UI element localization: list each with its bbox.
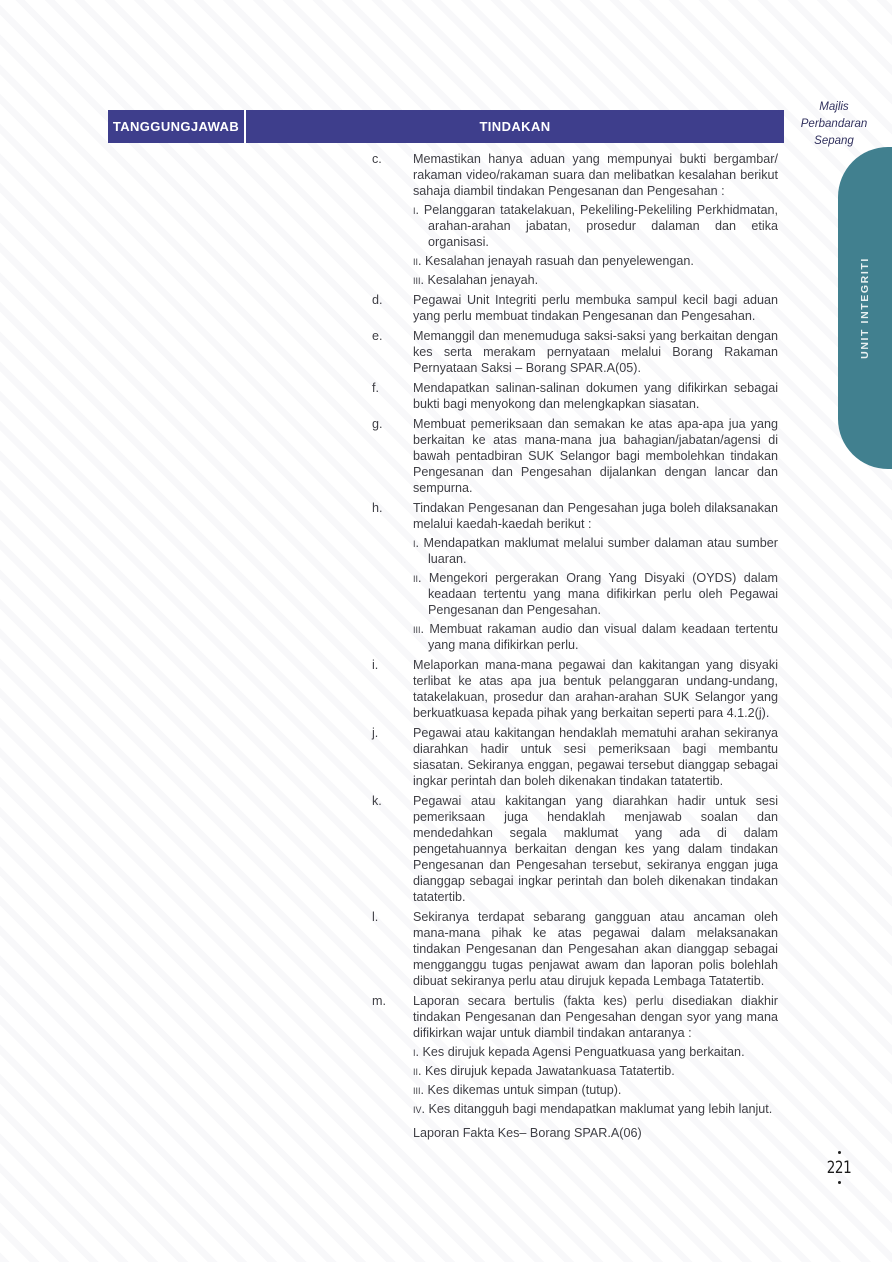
- item-label: c.: [372, 152, 382, 166]
- item-label: d.: [372, 293, 383, 307]
- sub-item: iii. Kesalahan jenayah.: [413, 273, 539, 287]
- item-body: [413, 380, 778, 412]
- item-label: k.: [372, 794, 382, 808]
- action-list: [372, 151, 778, 1141]
- item-text: Pegawai atau kakitangan hendaklah mematuhi arahan sekiranya diarahkan hadir untuk sesi pemeriksaan bagi membantu siasatan. Sekiranya enggan, pegawai tersebut dianggap sebagai ingkar perintah dan boleh dikenakan tindakan tatatertib.: [413, 726, 778, 788]
- list-item: [372, 416, 778, 496]
- item-text: Melaporkan mana-mana pegawai dan kakitangan yang disyaki terlibat ke atas apa jua bentuk pelanggaran undang-undang, tatakelakuan, prosedur dan arahan-arahan SUK Selangor yang berkuatkuasa kepada pihak yang berkaitan seperti para 4.1.2(j).: [413, 658, 778, 720]
- list-item: [372, 793, 778, 905]
- item-label: e.: [372, 329, 383, 343]
- sub-item-numeral: i.: [413, 203, 424, 217]
- item-text: Pegawai atau kakitangan yang diarahkan hadir untuk sesi pemeriksaan juga hendaklah menjawab soalan dan mendedahkan segala maklumat yang ada di dalam pengetahuannya berkaitan dengan kes yang dalam tindakan Pengesanan dan Pengesahan tersebut, sekiranya enggan juga dianggap sebagai ingkar perintah dan boleh dikenakan tindakan tatatertib.: [413, 794, 778, 904]
- org-name-line-1: Majlis: [819, 101, 849, 113]
- side-tab-unit-integriti: [838, 147, 892, 469]
- org-name-line-2: Perbandaran: [800, 118, 868, 130]
- sub-item-numeral: iii.: [413, 622, 430, 636]
- sub-item: ii. Kes dirujuk kepada Jawatankuasa Tatatertib.: [413, 1064, 675, 1078]
- sub-item-numeral: ii.: [413, 254, 425, 268]
- item-label: j.: [372, 726, 379, 740]
- sub-item-numeral: iii.: [413, 273, 428, 287]
- list-item: [372, 151, 778, 288]
- item-label: i.: [372, 658, 379, 672]
- footer-note: Laporan Fakta Kes– Borang SPAR.A(06): [413, 1126, 642, 1140]
- list-item: [372, 380, 778, 412]
- list-item: [372, 725, 778, 789]
- item-body: [413, 500, 778, 653]
- sub-item-numeral: ii.: [413, 1064, 425, 1078]
- list-item: [372, 500, 778, 653]
- org-name: [788, 99, 880, 150]
- item-label: m.: [372, 994, 386, 1008]
- list-item: [372, 328, 778, 376]
- item-label: g.: [372, 417, 383, 431]
- sub-item-numeral: ii.: [413, 571, 429, 585]
- sub-item: iii. Membuat rakaman audio dan visual dalam keadaan tertentu yang mana difikirkan perlu.: [413, 622, 779, 652]
- org-name-line-3: Sepang: [814, 135, 854, 147]
- item-text: Membuat pemeriksaan dan semakan ke atas apa-apa jua yang berkaitan ke atas mana-mana jua bahagian/jabatan/agensi di bawah pentadbiran SUK Selangor bagi membolehkan tindakan Pengesanan dan Pengesahan dijalankan dengan lancar dan sempurna.: [413, 417, 778, 495]
- item-label: h.: [372, 501, 383, 515]
- item-body: [413, 328, 778, 376]
- item-text: Sekiranya terdapat sebarang gangguan atau ancaman oleh mana-mana pihak ke atas pegawai dalam melaksanakan tindakan Pengesanan dan Pengesahan akan dianggap sebagai mengganggu tugas penjawat awam dan laporan polis bolehlah dibuat sekiranya perlu atau dirujuk kepada Lembaga Tatatertib.: [413, 910, 778, 988]
- item-text: Laporan secara bertulis (fakta kes) perlu disediakan diakhir tindakan Pengesanan dan Pengesahan dengan syor yang mana difikirkan wajar untuk diambil tindakan antaranya :: [413, 994, 778, 1040]
- item-body: [413, 725, 778, 789]
- item-text: Mendapatkan salinan-salinan dokumen yang difikirkan sebagai bukti bagi menyokong dan melengkapkan siasatan.: [413, 381, 778, 411]
- item-body: [413, 292, 778, 324]
- list-item: [372, 657, 778, 721]
- sub-item: ii. Kesalahan jenayah rasuah dan penyelewengan.: [413, 254, 694, 268]
- sub-item: ii. Mengekori pergerakan Orang Yang Disyaki (OYDS) dalam keadaan tertentu yang mana difikirkan perlu oleh Pegawai Pengesanan dan Pengesahan.: [413, 571, 778, 617]
- list-item: [372, 993, 778, 1141]
- sub-item: iv. Kes ditangguh bagi mendapatkan maklumat yang lebih lanjut.: [413, 1102, 773, 1116]
- header-cell-tanggungjawab: TANGGUNGJAWAB: [112, 119, 240, 134]
- sub-item: i. Mendapatkan maklumat melalui sumber dalaman atau sumber luaran.: [413, 536, 778, 566]
- table-header: [108, 110, 784, 143]
- sub-item: iii. Kes dikemas untuk simpan (tutup).: [413, 1083, 622, 1097]
- item-body: [413, 657, 778, 721]
- item-label: l.: [372, 910, 379, 924]
- item-body: [413, 909, 778, 989]
- item-label: f.: [372, 381, 379, 395]
- sub-item-numeral: i.: [413, 1045, 423, 1059]
- item-text: Tindakan Pengesanan dan Pengesahan juga boleh dilaksanakan melalui kaedah-kaedah berikut :: [413, 501, 778, 531]
- page-number-block: [818, 1151, 860, 1184]
- sub-item-numeral: iii.: [413, 1083, 428, 1097]
- item-body: [413, 993, 778, 1141]
- item-text: Pegawai Unit Integriti perlu membuka sampul kecil bagi aduan yang perlu membuat tindakan Pengesanan dan Pengesahan.: [413, 293, 778, 323]
- item-body: [413, 151, 778, 288]
- sub-item-numeral: i.: [413, 536, 424, 550]
- item-body: [413, 793, 778, 905]
- item-text: Memanggil dan menemuduga saksi-saksi yang berkaitan dengan kes serta merakam pernyataan melalui Borang Rakaman Pernyataan Saksi – Borang SPAR.A(05).: [413, 329, 778, 375]
- header-cell-tindakan: TINDAKAN: [479, 119, 551, 134]
- sub-item-numeral: iv.: [413, 1102, 429, 1116]
- page-number-dot-top: [838, 1151, 841, 1154]
- item-body: [413, 416, 778, 496]
- item-text: Memastikan hanya aduan yang mempunyai bukti bergambar/ rakaman video/rakaman suara dan melibatkan kesalahan berikut sahaja diambil tindakan Pengesanan dan Pengesahan :: [413, 152, 778, 198]
- list-item: [372, 909, 778, 989]
- list-item: [372, 292, 778, 324]
- sub-item: i. Pelanggaran tatakelakuan, Pekeliling-Pekeliling Perkhidmatan, arahan-arahan jabatan, prosedur dalaman dan etika organisasi.: [413, 203, 779, 249]
- page-number-dot-bottom: [838, 1181, 841, 1184]
- sub-item: i. Kes dirujuk kepada Agensi Penguatkuasa yang berkaitan.: [413, 1045, 745, 1059]
- side-tab-label: UNIT INTEGRITI: [859, 257, 872, 359]
- page-number: 221: [826, 1158, 852, 1177]
